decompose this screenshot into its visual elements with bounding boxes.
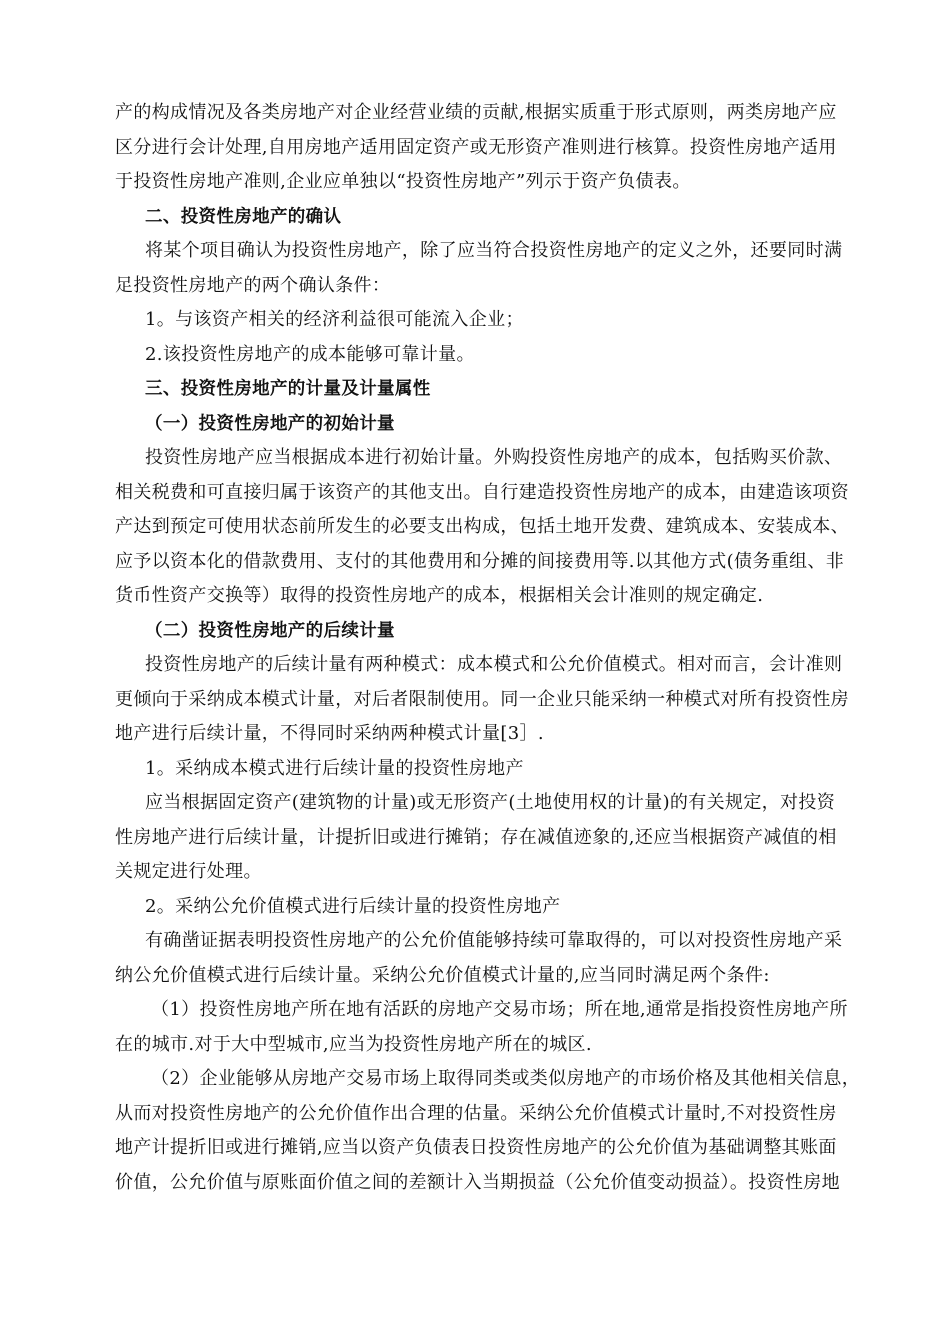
section-heading: 二、投资性房地产的确认 <box>145 206 342 227</box>
paragraph-line: 性房地产进行后续计量，计提折旧或进行摊销；存在减值迹象的,还应当根据资产减值的相 <box>115 826 837 848</box>
paragraph-line: 从而对投资性房地产的公允价值作出合理的估量。采纳公允价值模式计量时,不对投资性房 <box>115 1102 837 1124</box>
paragraph-line: 应予以资本化的借款费用、支付的其他费用和分摊的间接费用等.以其他方式(债务重组、非 <box>115 550 845 572</box>
list-item: （1）投资性房地产所在地有活跃的房地产交易市场；所在地,通常是指投资性房地产所 <box>151 999 848 1020</box>
list-item: 2.该投资性房地产的成本能够可靠计量。 <box>145 343 475 365</box>
paragraph-line: 应当根据固定资产(建筑物的计量)或无形资产(土地使用权的计量)的有关规定，对投资 <box>145 792 836 813</box>
list-item: （2）企业能够从房地产交易市场上取得同类或类似房地产的市场价格及其他相关信息， <box>151 1068 861 1089</box>
paragraph-line: 足投资性房地产的两个确认条件： <box>115 274 391 296</box>
paragraph-line: 价值，公允价值与原账面价值之间的差额计入当期损益（公允价值变动损益）。投资性房地 <box>115 1171 840 1193</box>
list-item: 1。采纳成本模式进行后续计量的投资性房地产 <box>145 757 524 779</box>
paragraph-line: 相关税费和可直接归属于该资产的其他支出。自行建造投资性房地产的成本，由建造该项资 <box>115 481 849 503</box>
paragraph-line: 纳公允价值模式进行后续计量。采纳公允价值模式计量的,应当同时满足两个条件: <box>115 964 770 986</box>
paragraph-line: 投资性房地产应当根据成本进行初始计量。外购投资性房地产的成本，包括购买价款、 <box>145 447 843 468</box>
paragraph-line: 地产计提折旧或进行摊销,应当以资产负债表日投资性房地产的公允价值为基础调整其账面 <box>115 1137 837 1158</box>
paragraph-line: 有确凿证据表明投资性房地产的公允价值能够持续可靠取得的，可以对投资性房地产采 <box>145 930 843 951</box>
section-heading: 三、投资性房地产的计量及计量属性 <box>145 379 431 399</box>
paragraph-line: 投资性房地产的后续计量有两种模式：成本模式和公允价值模式。相对而言，会计准则 <box>145 654 843 675</box>
paragraph-line: 地产进行后续计量，不得同时采纳两种模式计量[3］. <box>115 723 544 744</box>
subsection-heading: （二）投资性房地产的后续计量 <box>145 620 395 641</box>
paragraph-line: 货币性资产交换等）取得的投资性房地产的成本，根据相关会计准则的规定确定. <box>115 585 764 606</box>
subsection-heading: （一）投资性房地产的初始计量 <box>145 413 395 434</box>
paragraph-line: 在的城市.对于大中型城市,应当为投资性房地产所在的城区. <box>115 1033 592 1055</box>
paragraph-line: 产的构成情况及各类房地产对企业经营业绩的贡献,根据实质重于形式原则，两类房地产应 <box>115 102 837 123</box>
list-item: 2。采纳公允价值模式进行后续计量的投资性房地产 <box>145 895 561 917</box>
paragraph-line: 更倾向于采纳成本模式计量，对后者限制使用。同一企业只能采纳一种模式对所有投资性房 <box>115 688 849 710</box>
paragraph-line: 关规定进行处理。 <box>115 861 262 882</box>
document-body <box>115 96 885 1200</box>
paragraph-line: 将某个项目确认为投资性房地产，除了应当符合投资性房地产的定义之外，还要同时满 <box>145 240 843 261</box>
paragraph-line: 产达到预定可使用状态前所发生的必要支出构成，包括土地开发费、建筑成本、安装成本、 <box>115 516 849 537</box>
list-item: 1。与该资产相关的经济利益很可能流入企业； <box>145 309 524 330</box>
paragraph-line: 区分进行会计处理,自用房地产适用固定资产或无形资产准则进行核算。投资性房地产适用 <box>115 136 837 158</box>
paragraph-line: 于投资性房地产准则,企业应单独以“投资性房地产”列示于资产负债表。 <box>115 171 691 192</box>
